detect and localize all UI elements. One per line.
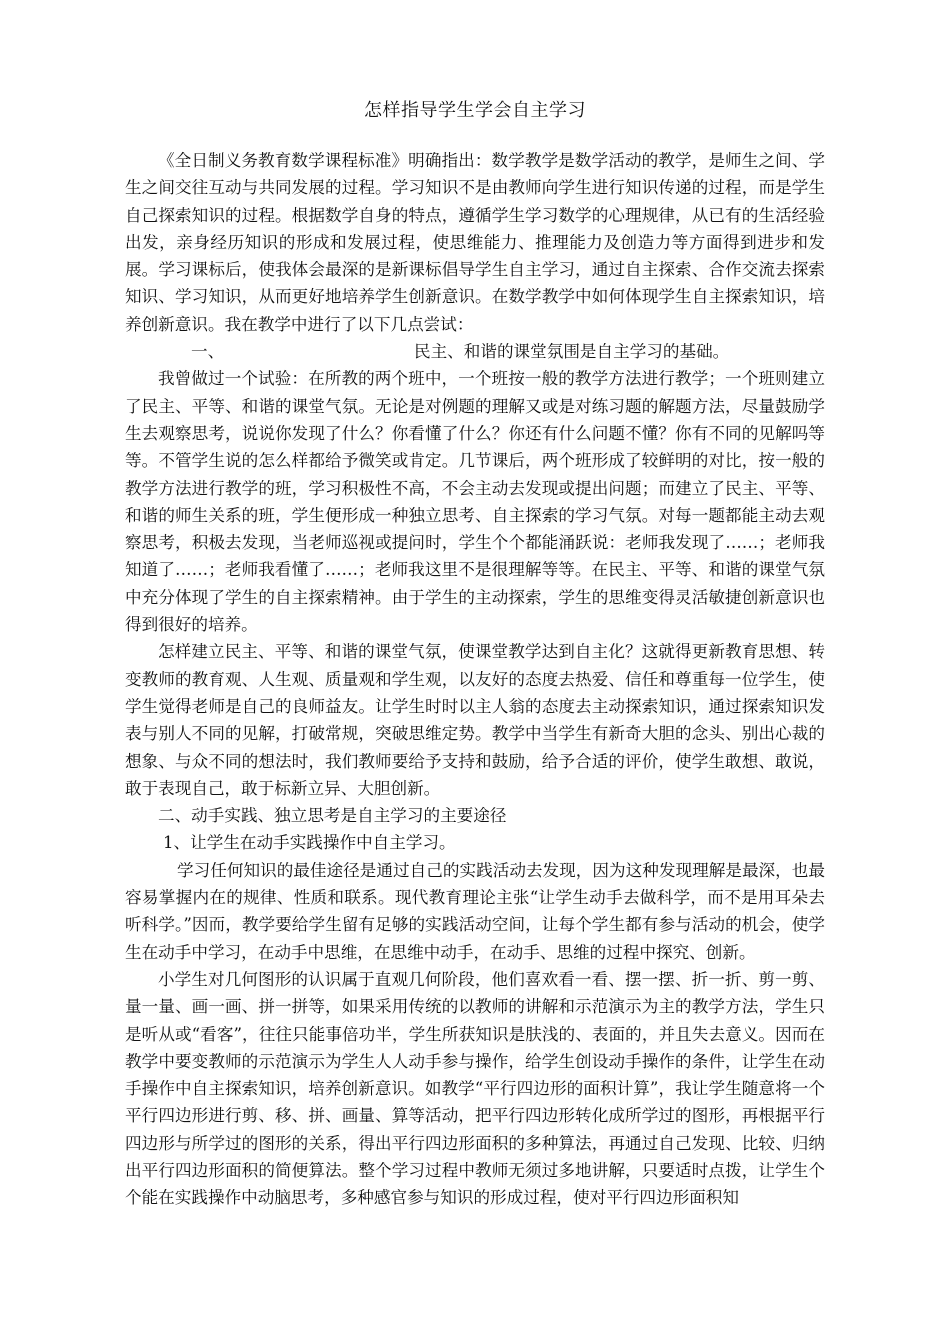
section-heading-1-number: 一、	[191, 342, 225, 362]
document-title: 怎样指导学生学会自主学习	[364, 100, 586, 121]
paragraph-intro: 《全日制义务教育数学课程标准》明确指出：数学教学是数学活动的教学，是师生之间、学生之间交往互动与共同发展的过程。学习知识不是由教师向学生进行知识传递的过程，而是学生自己探索知识的过程。根据数学自身的特点，遵循学生学习数学的心理规律，从已有的生活经验出发，亲身经历知识的形成和发展过程，使思维能力、推理能力及创造力等方面得到进步和发展。学习课标后，使我体会最深的是新课标倡导学生自主学习，通过自主探索、合作交流去探索知识、学习知识，从而更好地培养学生创新意识。在数学教学中如何体现学生自主探索知识，培养创新意识。我在教学中进行了以下几点尝试：	[125, 151, 825, 334]
section-heading-1	[125, 338, 825, 365]
section-heading-2: 二、动手实践、独立思考是自主学习的主要途径	[158, 806, 507, 826]
paragraph-geometry: 小学生对几何图形的认识属于直观几何阶段，他们喜欢看一看、摆一摆、折一折、剪一剪、量一量、画一画、拼一拼等，如果采用传统的以教师的讲解和示范演示为主的教学方法，学生只是听从或“看客”，往往只能事倍功半，学生所获知识是肤浅的、表面的，并且失去意义。因而在教学中要变教师的示范演示为学生人人动手参与操作，给学生创设动手操作的条件，让学生在动手操作中自主探索知识，培养创新意识。如教学“平行四边形的面积计算”，我让学生随意将一个平行四边形进行剪、移、拼、画量、算等活动，把平行四边形转化成所学过的图形，再根据平行四边形与所学过的图形的关系，得出平行四边形面积的多种算法，再通过自己发现、比较、归纳出平行四边形面积的简便算法。整个学习过程中教师无须过多地讲解，只要适时点拨，让学生个个能在实践操作中动脑思考，多种感官参与知识的形成过程，使对平行四边形面积知	[125, 969, 825, 1208]
document-body	[125, 147, 825, 1212]
paragraph-practice: 学习任何知识的最佳途径是通过自己的实践活动去发现，因为这种发现理解是最深，也最容易掌握内在的规律、性质和联系。现代教育理论主张“让学生动手去做科学，而不是用耳朵去听科学。”因而，教学要给学生留有足够的实践活动空间，让每个学生都有参与活动的机会，使学生在动手中学习，在动手中思维，在思维中动手，在动手、思维的过程中探究、创新。	[125, 860, 825, 962]
subsection-heading-2-1: 1、让学生在动手实践操作中自主学习。	[163, 833, 456, 853]
paragraph-experiment: 我曾做过一个试验：在所教的两个班中，一个班按一般的教学方法进行教学；一个班则建立了民主、平等、和谐的课堂气氛。无论是对例题的理解又或是对练习题的解题方法，尽量鼓励学生去观察思考，说说你发现了什么？你看懂了什么？你还有什么问题不懂？你有不同的见解吗等等。不管学生说的怎么样都给予微笑或肯定。几节课后，两个班形成了较鲜明的对比，按一般的教学方法进行教学的班，学习积极性不高，不会主动去发现或提出问题；而建立了民主、平等、和谐的师生关系的班，学生便形成一种独立思考、自主探索的学习气氛。对每一题都能主动去观察思考，积极去发现，当老师巡视或提问时，学生个个都能涌跃说：老师我发现了……；老师我知道了……；老师我看懂了……；老师我这里不是很理解等等。在民主、平等、和谐的课堂气氛中充分体现了学生的自主探索精神。由于学生的主动探索，学生的思维变得灵活敏捷创新意识也得到很好的培养。	[125, 369, 825, 635]
section-heading-1-text: 民主、和谐的课堂氛围是自主学习的基础。	[414, 342, 730, 362]
paragraph-atmosphere: 怎样建立民主、平等、和谐的课堂气氛，使课堂教学达到自主化？这就得更新教育思想、转变教师的教育观、人生观、质量观和学生观，以友好的态度去热爱、信任和尊重每一位学生，使学生觉得老师是自己的良师益友。让学生时时以主人翁的态度去主动探索知识，通过探索知识发表与别人不同的见解，打破常规，突破思维定势。教学中当学生有新奇大胆的念头、别出心裁的想象、与众不同的想法时，我们教师要给予支持和鼓励，给予合适的评价，使学生敢想、敢说，敢于表现自己，敢于标新立异、大胆创新。	[125, 642, 825, 798]
